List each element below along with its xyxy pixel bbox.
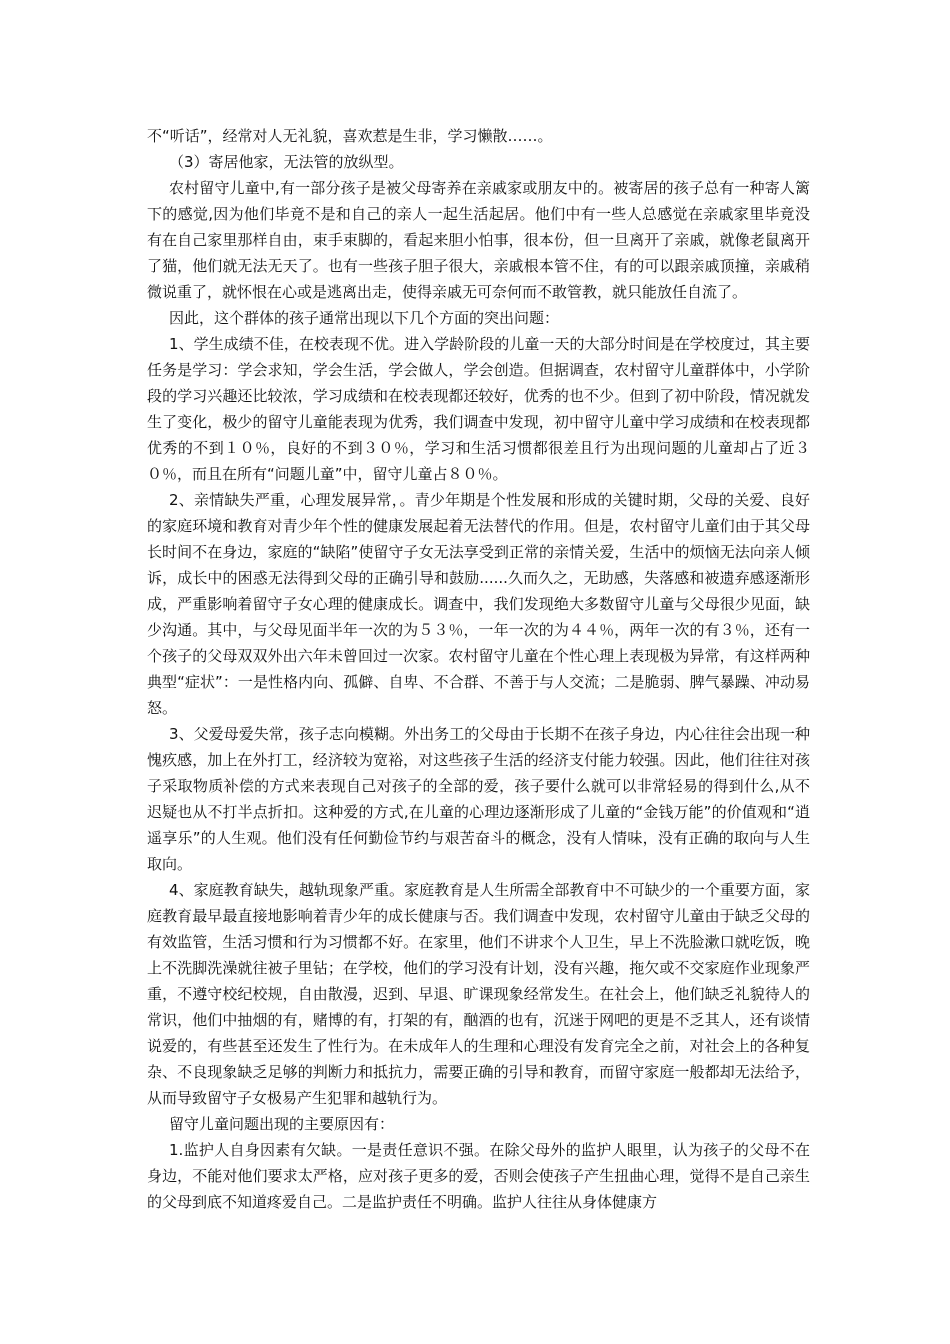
paragraph-problems-intro: 因此，这个群体的孩子通常出现以下几个方面的突出问题： bbox=[169, 309, 560, 327]
document-body bbox=[147, 123, 810, 1215]
paragraph-continuation: 不“听话”，经常对人无礼貌，喜欢惹是生非，学习懒散……。 bbox=[147, 127, 553, 145]
paragraph-cause-1: 1.监护人自身因素有欠缺。一是责任意识不强。在除父母外的监护人眼里，认为孩子的父母不在身边，不能对他们要求太严格，应对孩子更多的爱，否则会使孩子产生扭曲心理，觉得不是自己亲生的父母到底不知道疼爱自己。二是监护责任不明确。监护人往往从身体健康方 bbox=[147, 1141, 810, 1211]
paragraph-subheading-3: （3）寄居他家，无法管的放纵型。 bbox=[169, 153, 404, 171]
paragraph-problem-1: 1、学生成绩不佳，在校表现不优。进入学龄阶段的儿童一天的大部分时间是在学校度过，其主要任务是学习：学会求知，学会生活，学会做人，学会创造。但据调查，农村留守儿童群体中，小学阶段的学习兴趣还比较浓，学习成绩和在校表现都还较好，优秀的也不少。但到了初中阶段，情况就发生了变化，极少的留守儿童能表现为优秀，我们调查中发现，初中留守儿童中学习成绩和在校表现都优秀的不到１０％，良好的不到３０％，学习和生活习惯都很差且行为出现问题的儿童却占了近３０％，而且在所有“问题儿童”中，留守儿童占８０％。 bbox=[147, 335, 810, 483]
paragraph-problem-3: 3、父爱母爱失常，孩子志向模糊。外出务工的父母由于长期不在孩子身边，内心往往会出现一种愧疚感，加上在外打工，经济较为宽裕，对这些孩子生活的经济支付能力较强。因此，他们往往对孩子采取物质补偿的方式来表现自己对孩子的全部的爱，孩子要什么就可以非常轻易的得到什么,从不迟疑也从不打半点折扣。这种爱的方式,在儿童的心理边逐渐形成了儿童的“金钱万能”的价值观和“逍遥享乐”的人生观。他们没有任何勤俭节约与艰苦奋斗的概念，没有人情味，没有正确的取向与人生取向。 bbox=[147, 725, 810, 873]
paragraph-causes-intro: 留守儿童问题出现的主要原因有： bbox=[169, 1115, 395, 1133]
paragraph-boarding-children: 农村留守儿童中,有一部分孩子是被父母寄养在亲戚家或朋友中的。被寄居的孩子总有一种寄人篱下的感觉,因为他们毕竟不是和自己的亲人一起生活起居。他们中有一些人总感觉在亲戚家里毕竟没有在自己家里那样自由，束手束脚的，看起来胆小怕事，很本份，但一旦离开了亲戚，就像老鼠离开了猫，他们就无法无天了。也有一些孩子胆子很大，亲戚根本管不住，有的可以跟亲戚顶撞，亲戚稍微说重了，就怀恨在心或是逃离出走，使得亲戚无可奈何而不敢管教，就只能放任自流了。 bbox=[147, 179, 810, 301]
paragraph-problem-4: 4、家庭教育缺失，越轨现象严重。家庭教育是人生所需全部教育中不可缺少的一个重要方面，家庭教育最早最直接地影响着青少年的成长健康与否。我们调查中发现，农村留守儿童由于缺乏父母的有效监管，生活习惯和行为习惯都不好。在家里，他们不讲求个人卫生，早上不洗脸漱口就吃饭，晚上不洗脚洗澡就往被子里钻；在学校，他们的学习没有计划，没有兴趣，拖欠或不交家庭作业现象严重，不遵守校纪校规，自由散漫，迟到、早退、旷课现象经常发生。在社会上，他们缺乏礼貌待人的常识，他们中抽烟的有，赌博的有，打架的有，酗酒的也有，沉迷于网吧的更是不乏其人，还有谈情说爱的，有些甚至还发生了性行为。在未成年人的生理和心理没有发育完全之前，对社会上的各种复杂、不良现象缺乏足够的判断力和抵抗力，需要正确的引导和教育，而留守家庭一般都却无法给予，从而导致留守子女极易产生犯罪和越轨行为。 bbox=[147, 881, 810, 1107]
paragraph-problem-2: 2、亲情缺失严重，心理发展异常，。青少年期是个性发展和形成的关键时期，父母的关爱、良好的家庭环境和教育对青少年个性的健康发展起着无法替代的作用。但是，农村留守儿童们由于其父母长时间不在身边，家庭的“缺陷”使留守子女无法享受到正常的亲情关爱，生活中的烦恼无法向亲人倾诉，成长中的困惑无法得到父母的正确引导和鼓励......久而久之，无助感，失落感和被遗弃感逐渐形成，严重影响着留守子女心理的健康成长。调查中，我们发现绝大多数留守儿童与父母很少见面，缺少沟通。其中，与父母见面半年一次的为５３％，一年一次的为４４％，两年一次的有３％，还有一个孩子的父母双双外出六年未曾回过一次家。农村留守儿童在个性心理上表现极为异常，有这样两种典型“症状”：一是性格内向、孤僻、自卑、不合群、不善于与人交流；二是脆弱、脾气暴躁、冲动易怒。 bbox=[147, 491, 810, 717]
